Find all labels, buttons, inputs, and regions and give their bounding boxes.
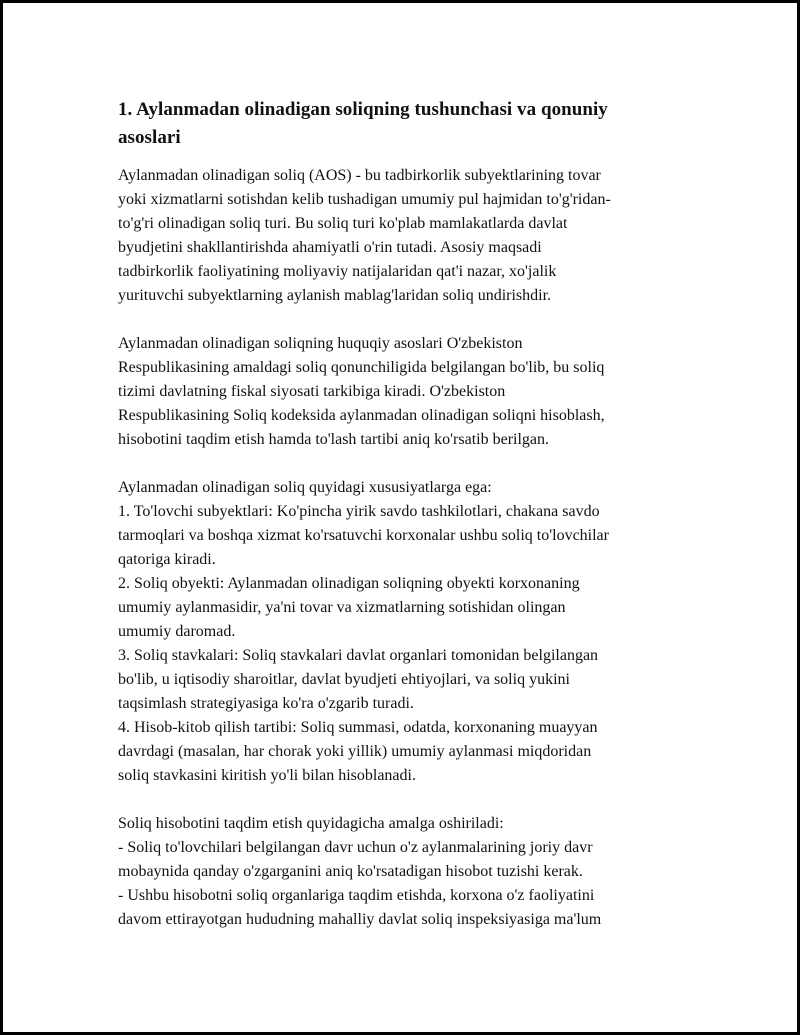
text-line: Respublikasining Soliq kodeksida aylanmadan olinadigan soliqni hisoblash, (118, 407, 605, 424)
text-line: yurituvchi subyektlarning aylanish mablag'laridan soliq undirishdir. (118, 287, 552, 304)
text-line: bo'lib, u iqtisodiy sharoitlar, davlat byudjeti ehtiyojlari, va soliq yukini (118, 671, 570, 688)
list-item-line: 3. Soliq stavkalari: Soliq stavkalari davlat organlari tomonidan belgilangan (118, 647, 599, 664)
text-line: tadbirkorlik faoliyatining moliyaviy natijalaridan qat'i nazar, xo'jalik (118, 263, 557, 280)
text-line: Aylanmadan olinadigan soliq quyidagi xususiyatlarga ega: (118, 479, 492, 496)
document-body (118, 96, 688, 956)
list-item-line: 1. To'lovchi subyektlari: Ko'pincha yirik savdo tashkilotlari, chakana savdo (118, 503, 600, 520)
text-line: mobaynida qanday o'zgarganini aniq ko'rsatadigan hisobot tuzishi kerak. (118, 863, 583, 880)
text-line: umumiy aylanmasidir, ya'ni tovar va xizmatlarning sotishidan olingan (118, 599, 566, 616)
paragraph-definition (118, 164, 688, 308)
paragraph-features-list (118, 476, 688, 788)
text-line: tizimi davlatning fiskal siyosati tarkibiga kiradi. O'zbekiston (118, 383, 506, 400)
paragraph-reporting (118, 812, 688, 932)
text-line: taqsimlash strategiyasiga ko'ra o'zgarib turadi. (118, 695, 414, 712)
text-line: Aylanmadan olinadigan soliqning huquqiy asoslari O'zbekiston (118, 335, 523, 352)
heading-line: asoslari (118, 127, 181, 148)
list-item-line: 2. Soliq obyekti: Aylanmadan olinadigan soliqning obyekti korxonaning (118, 575, 580, 592)
text-line: davrdagi (masalan, har chorak yoki yillik) umumiy aylanmasi miqdoridan (118, 743, 592, 760)
heading-line: 1. Aylanmadan olinadigan soliqning tushunchasi va qonuniy (118, 99, 608, 120)
text-line: byudjetini shakllantirishda ahamiyatli o'rin tutadi. Asosiy maqsadi (118, 239, 542, 256)
list-item-line: - Soliq to'lovchilari belgilangan davr uchun o'z aylanmalarining joriy davr (118, 839, 593, 856)
text-line: hisobotini taqdim etish hamda to'lash tartibi aniq ko'rsatib berilgan. (118, 431, 550, 448)
text-line: qatoriga kiradi. (118, 551, 216, 568)
section-heading (118, 96, 688, 152)
text-line: to'g'ri olinadigan soliq turi. Bu soliq turi ko'plab mamlakatlarda davlat (118, 215, 568, 232)
text-line: yoki xizmatlarni sotishdan kelib tushadigan umumiy pul hajmidan to'g'ridan- (118, 191, 611, 208)
text-line: Aylanmadan olinadigan soliq (AOS) - bu tadbirkorlik subyektlarining tovar (118, 167, 601, 184)
text-line: soliq stavkasini kiritish yo'li bilan hisoblanadi. (118, 767, 416, 784)
text-line: Soliq hisobotini taqdim etish quyidagicha amalga oshiriladi: (118, 815, 504, 832)
list-item-line: - Ushbu hisobotni soliq organlariga taqdim etishda, korxona o'z faoliyatini (118, 887, 595, 904)
text-line: tarmoqlari va boshqa xizmat ko'rsatuvchi korxonalar ushbu soliq to'lovchilar (118, 527, 609, 544)
text-line: davom ettirayotgan hududning mahalliy davlat soliq inspeksiyasiga ma'lum (118, 911, 602, 928)
text-line: Respublikasining amaldagi soliq qonunchiligida belgilangan bo'lib, bu soliq (118, 359, 605, 376)
paragraph-legal-basis (118, 332, 688, 452)
text-line: umumiy daromad. (118, 623, 236, 640)
list-item-line: 4. Hisob-kitob qilish tartibi: Soliq summasi, odatda, korxonaning muayyan (118, 719, 598, 736)
